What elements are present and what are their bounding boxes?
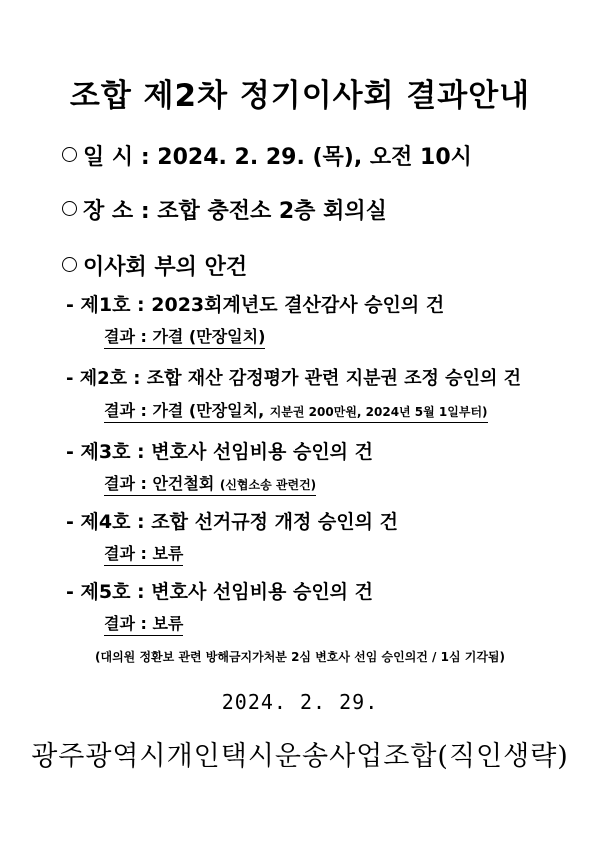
schedule-line <box>62 140 472 171</box>
agenda-result-3 <box>104 471 316 496</box>
venue-label: 장 소 : <box>83 199 158 224</box>
agenda-result-4-text: 결과 : 보류 <box>104 544 184 563</box>
agenda-header-text: 이사회 부의 안건 <box>83 255 248 280</box>
footnote: (대의원 정환보 관련 방해금지가처분 2심 변호사 선임 승인의건 / 1심 기각됨) <box>95 650 505 664</box>
agenda-result-3-note: (신협소송 관련건) <box>219 478 317 492</box>
agenda-result-4 <box>104 541 183 566</box>
organization-signature: 광주광역시개인택시운송사업조합(직인생략) <box>31 741 569 772</box>
venue-line <box>62 194 387 225</box>
agenda-result-1 <box>104 324 265 349</box>
schedule-label: 일 시 : <box>83 145 158 170</box>
agenda-result-2 <box>104 398 488 423</box>
document-title: 조합 제2차 정기이사회 결과안내 <box>69 78 531 114</box>
agenda-result-3-text: 결과 : 안건철회 <box>104 474 220 493</box>
document-date: 2024. 2. 29. <box>221 690 379 714</box>
circle-bullet-icon <box>62 257 77 272</box>
agenda-result-5-text: 결과 : 보류 <box>104 614 184 633</box>
agenda-item-3: - 제3호 : 변호사 선임비용 승인의 건 <box>66 441 373 463</box>
agenda-result-1-text: 결과 : 가결 (만장일치) <box>104 327 266 346</box>
agenda-item-1: - 제1호 : 2023회계년도 결산감사 승인의 건 <box>66 294 445 316</box>
agenda-item-2: - 제2호 : 조합 재산 감정평가 관련 지분권 조정 승인의 건 <box>66 368 522 389</box>
schedule-value: 2024. 2. 29. (목), 오전 10시 <box>157 145 472 170</box>
agenda-result-2-text: 결과 : 가결 (만장일치, <box>104 401 270 420</box>
circle-bullet-icon <box>62 147 77 162</box>
agenda-result-2-note: 지분권 200만원, 2024년 5월 1일부터) <box>269 405 488 419</box>
agenda-result-5 <box>104 611 183 636</box>
venue-value: 조합 충전소 2층 회의실 <box>157 199 387 224</box>
agenda-item-4: - 제4호 : 조합 선거규정 개정 승인의 건 <box>66 511 398 533</box>
agenda-header <box>62 250 247 281</box>
agenda-item-5: - 제5호 : 변호사 선임비용 승인의 건 <box>66 581 373 603</box>
circle-bullet-icon <box>62 201 77 216</box>
